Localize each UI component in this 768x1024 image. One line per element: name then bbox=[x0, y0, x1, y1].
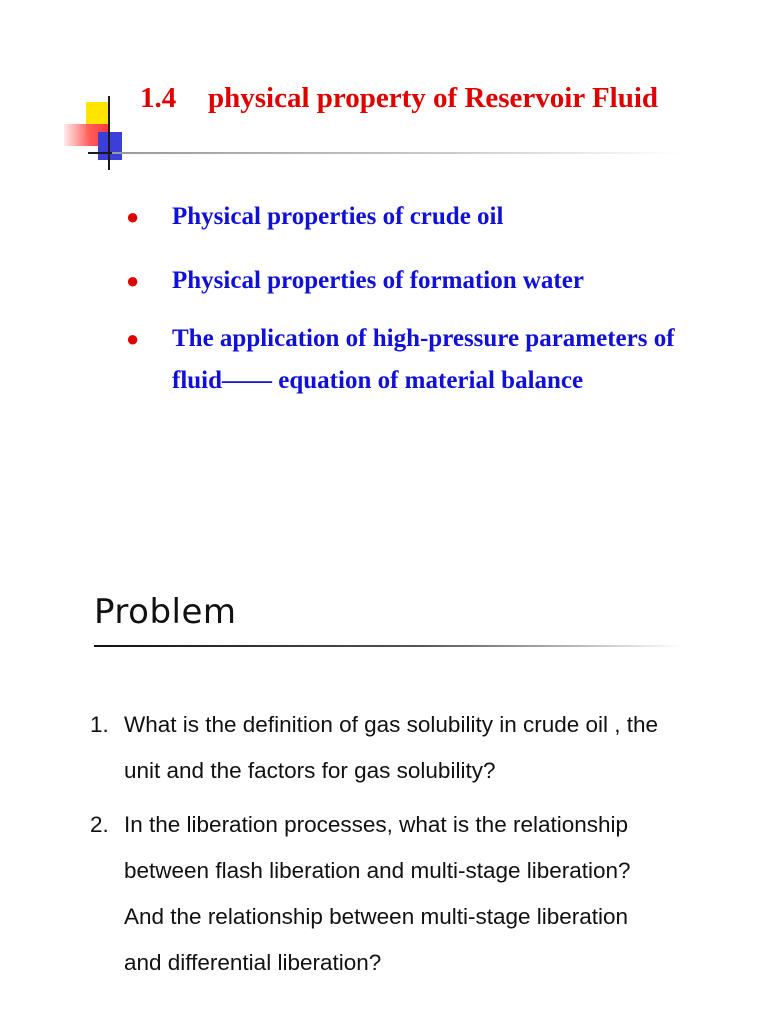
problem-divider bbox=[94, 645, 684, 647]
bullet-text: Physical properties of crude oil bbox=[172, 203, 504, 230]
question-text: In the liberation processes, what is the relationship between flash liberation and multi-stage liberation? And the relationship between multi-stage liberation and differential liberation? bbox=[124, 812, 631, 975]
list-item bbox=[126, 196, 686, 238]
title-divider bbox=[112, 152, 682, 154]
question-list bbox=[90, 702, 670, 994]
slide-title bbox=[140, 80, 680, 117]
bullet-text: The application of high-pressure parameters of fluid—— equation of material balance bbox=[172, 325, 675, 394]
question-number: 1. bbox=[90, 712, 109, 737]
logo-blue-square bbox=[98, 132, 122, 160]
bullet-list bbox=[126, 196, 686, 424]
title-number: 1.4 bbox=[140, 82, 177, 114]
title-text: physical property of Reservoir Fluid bbox=[208, 82, 659, 114]
question-number: 2. bbox=[90, 812, 109, 837]
problem-heading: Problem bbox=[94, 592, 237, 632]
bullet-icon: ● bbox=[126, 204, 140, 229]
bullet-text: Physical properties of formation water bbox=[172, 267, 584, 294]
decorative-logo bbox=[60, 92, 140, 172]
list-item bbox=[90, 802, 670, 986]
logo-vertical-line bbox=[108, 96, 110, 170]
list-item bbox=[126, 318, 686, 402]
list-item bbox=[90, 702, 670, 794]
question-text: What is the definition of gas solubility in crude oil , the unit and the factors for gas solubility? bbox=[124, 712, 659, 783]
bullet-icon: ● bbox=[126, 326, 140, 351]
list-item bbox=[126, 260, 686, 302]
bullet-icon: ● bbox=[126, 268, 140, 293]
